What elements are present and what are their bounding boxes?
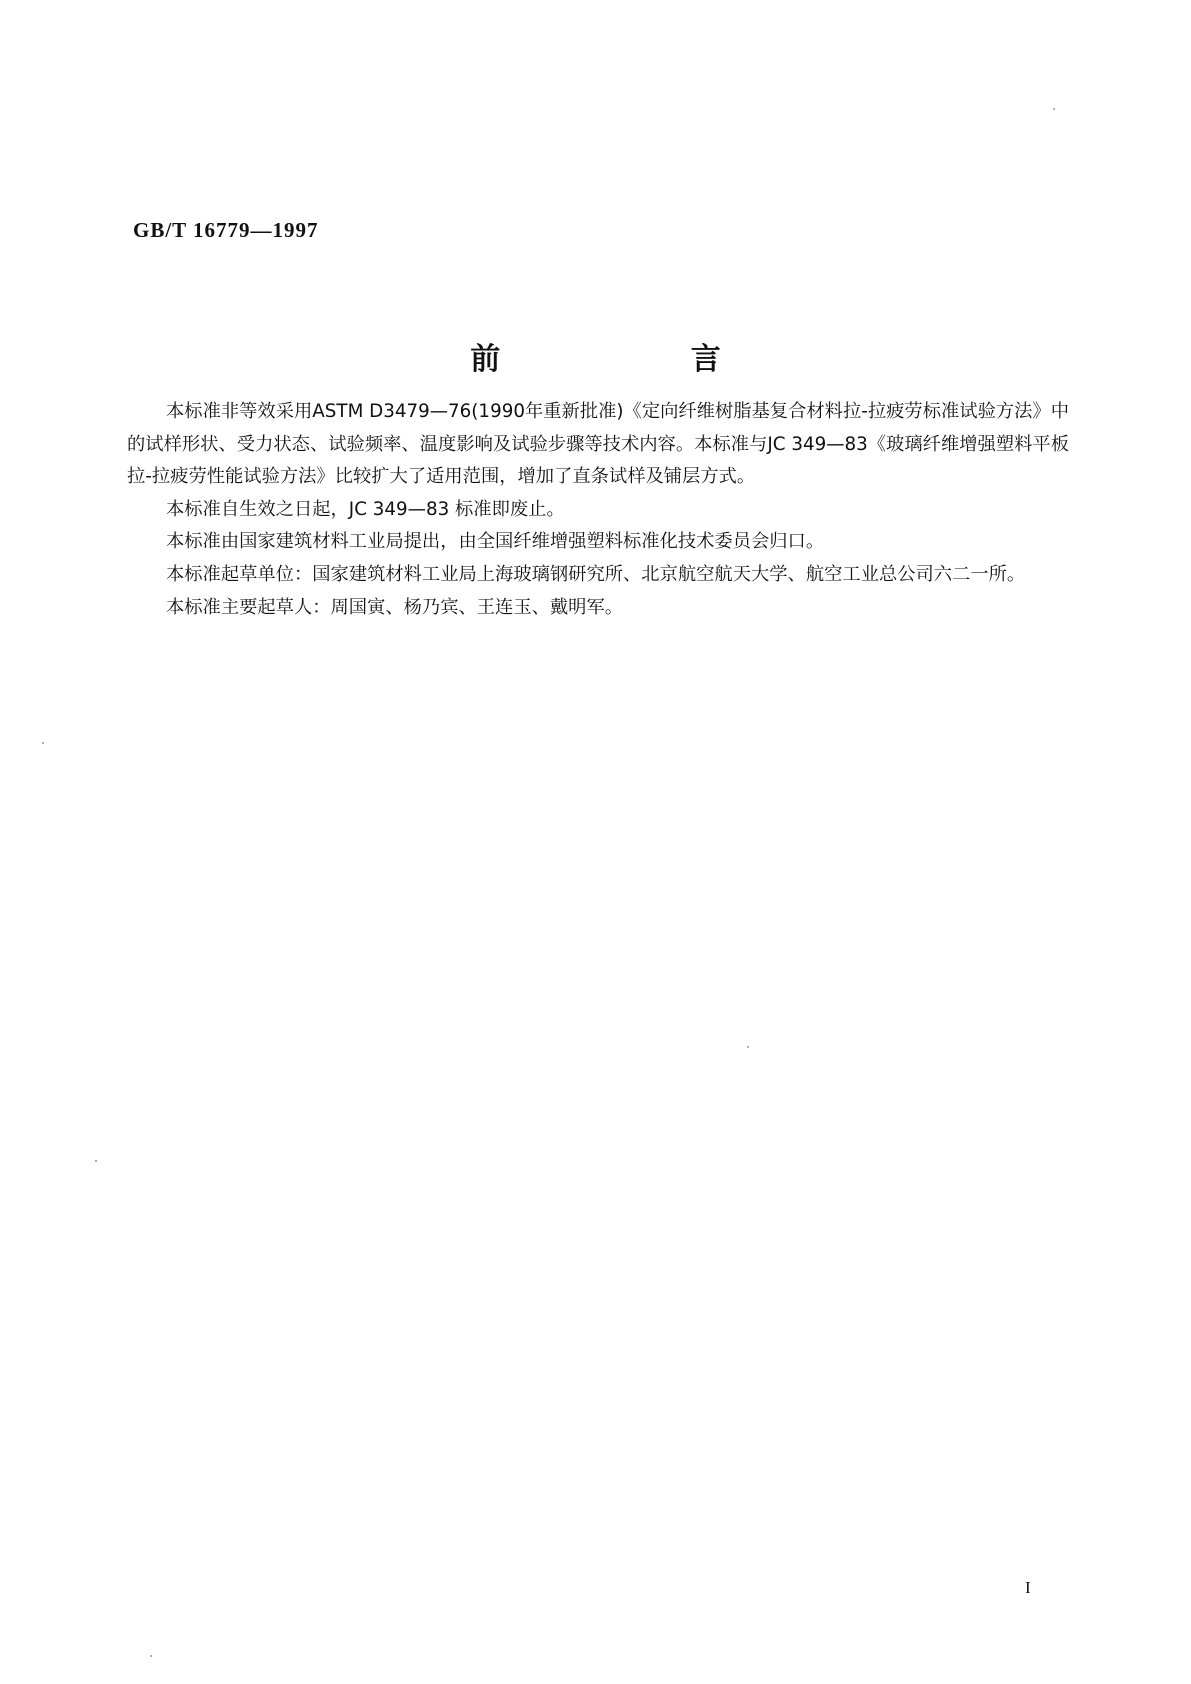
- section-title: 前 言: [470, 342, 811, 377]
- paragraph-effective-date: 本标准自生效之日起，JC 349—83 标准即废止。: [166, 498, 565, 520]
- scan-speck: [150, 1655, 152, 1657]
- paragraph-proposer: 本标准由国家建筑材料工业局提出，由全国纤维增强塑料标准化技术委员会归口。: [166, 531, 825, 553]
- standard-code: GB/T 16779—1997: [133, 218, 319, 242]
- scan-speck: [1053, 108, 1055, 110]
- scan-speck: [747, 1046, 749, 1048]
- paragraph-drafters: 本标准主要起草人：周国寅、杨乃宾、王连玉、戴明军。: [166, 596, 624, 618]
- body-text: [127, 396, 1069, 624]
- paragraph-adoption: 本标准非等效采用ASTM D3479—76(1990年重新批准)《定向纤维树脂基复合材料拉-拉疲劳标准试验方法》中的试样形状、受力状态、试验频率、温度影响及试验步骤等技术内容。本标准与JC 349—83《玻璃纤维增强塑料平板拉-拉疲劳性能试验方法》比较扩大了适用范围，增加了直条试样及铺层方式。: [127, 401, 1069, 488]
- scan-speck: [95, 1160, 97, 1162]
- scan-speck: [42, 742, 44, 744]
- page-number: I: [1025, 1578, 1031, 1597]
- paragraph-drafting-units: 本标准起草单位：国家建筑材料工业局上海玻璃钢研究所、北京航空航天大学、航空工业总公司六二一所。: [166, 563, 1026, 585]
